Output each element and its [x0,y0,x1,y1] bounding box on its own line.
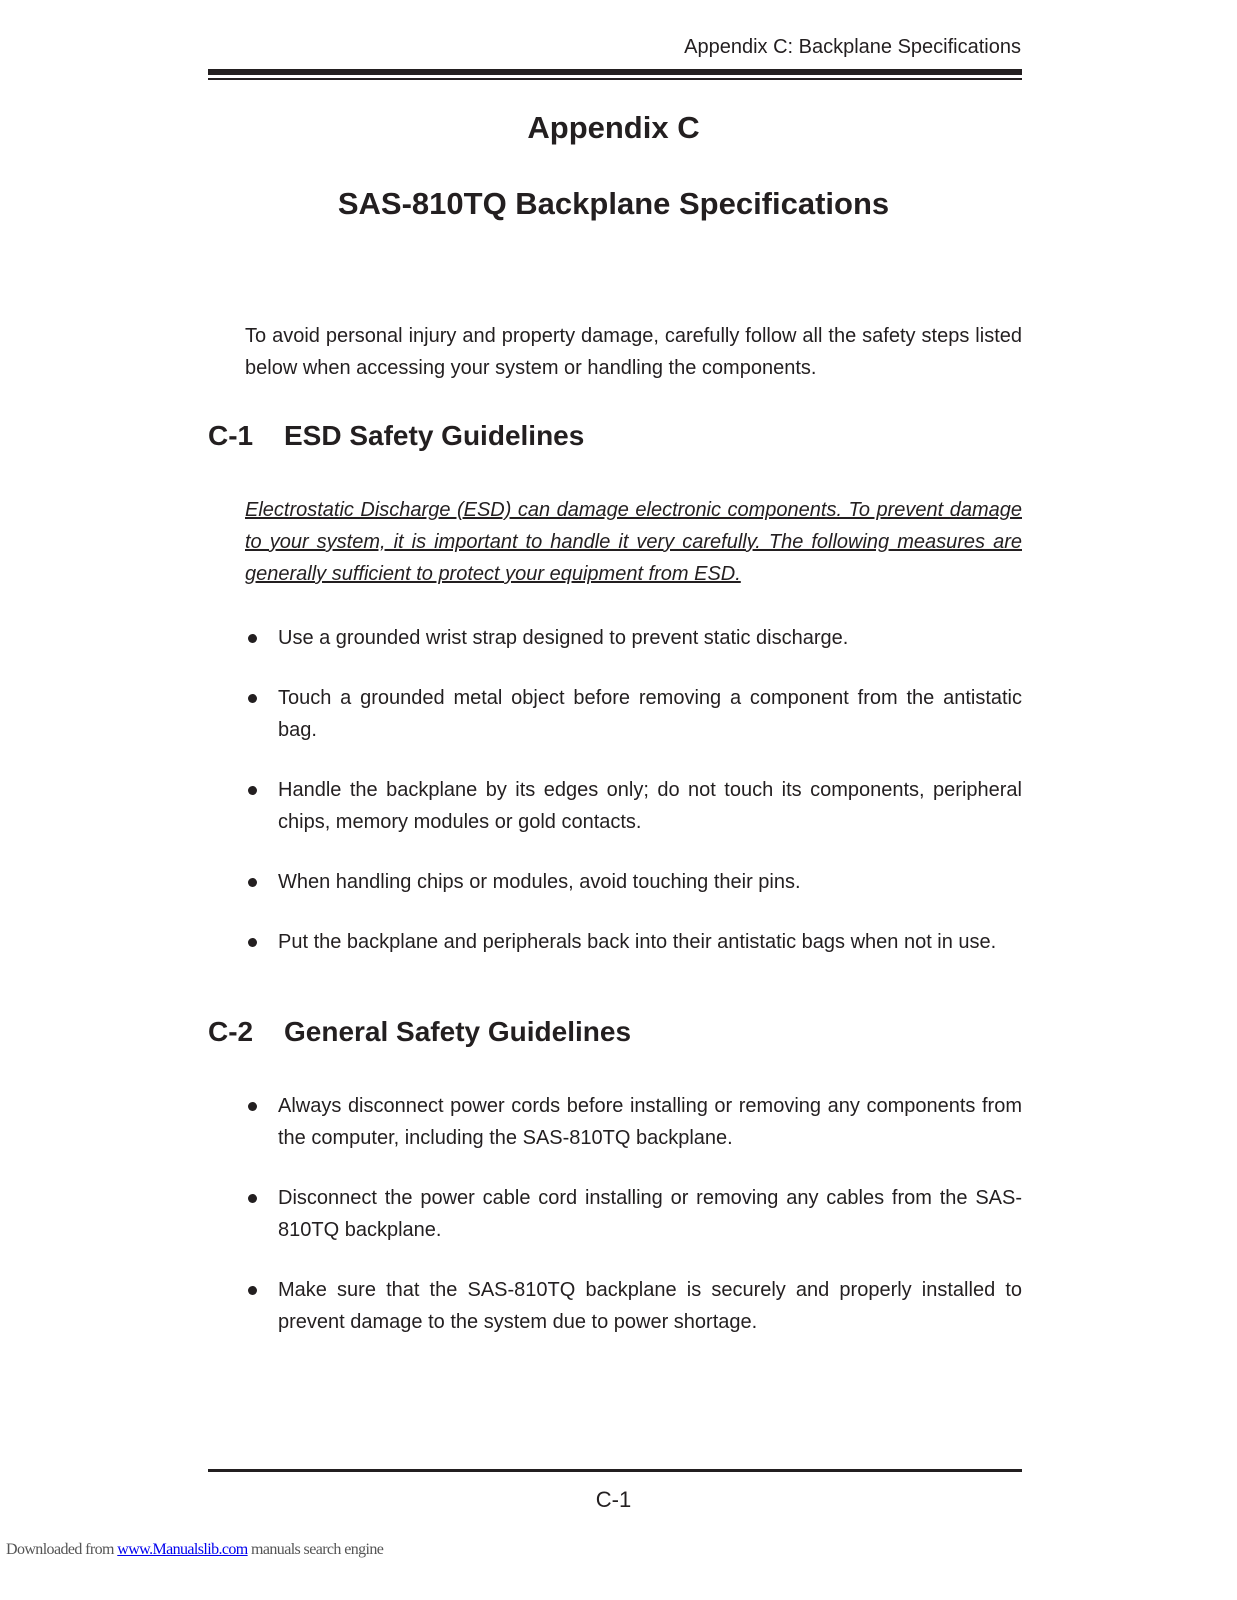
list-item [245,866,1022,898]
list-item [245,1090,1022,1154]
bullet-text: Put the backplane and peripherals back into their antistatic bags when not in use. [278,931,997,953]
bullet-text: Always disconnect power cords before installing or removing any components from the computer, including the SAS-810TQ backplane. [278,1095,1022,1149]
esd-bullet-list [245,622,1022,958]
intro-paragraph: To avoid personal injury and property damage, carefully follow all the safety steps listed below when accessing your system or handling the components. [245,325,1022,379]
general-bullet-list [245,1090,1022,1338]
bullet-text: Use a grounded wrist strap designed to prevent static discharge. [278,627,849,649]
list-item [245,682,1022,746]
bullet-icon [248,938,257,947]
list-item [245,622,1022,654]
bullet-icon [248,786,257,795]
header-rule-thin [208,78,1022,80]
download-prefix: Downloaded from [6,1541,118,1558]
bullet-icon [248,1102,257,1111]
manualslib-link[interactable]: www.Manualslib.com [117,1541,248,1558]
esd-notice: Electrostatic Discharge (ESD) can damage electronic components. To prevent damage to your system, it is important to handle it very carefully. The following measures are generally sufficient to protect your equipment from ESD. [245,499,1022,585]
section-number: C-2 [208,1016,254,1047]
bullet-text: When handling chips or modules, avoid touching their pins. [278,871,801,893]
section-title: General Safety Guidelines [284,1016,632,1047]
bullet-icon [248,878,257,887]
running-header: Appendix C: Backplane Specifications [684,36,1021,58]
page-number: C-1 [595,1487,632,1512]
list-item [245,1274,1022,1338]
bullet-icon [248,1194,257,1203]
bullet-text: Make sure that the SAS-810TQ backplane is securely and properly installed to prevent damage to the system due to power shortage. [278,1279,1022,1333]
footer-rule [208,1469,1022,1472]
appendix-title: Appendix C [527,110,700,145]
bullet-icon [248,634,257,643]
bullet-text: Touch a grounded metal object before removing a component from the antistatic bag. [278,687,1022,741]
list-item [245,1182,1022,1246]
bullet-icon [248,1286,257,1295]
list-item [245,774,1022,838]
download-suffix: manuals search engine [247,1541,384,1558]
list-item [245,926,1022,958]
bullet-icon [248,694,257,703]
document-title: SAS-810TQ Backplane Specifications [337,186,890,221]
section-number: C-1 [208,420,254,451]
header-rule-thick [208,69,1022,75]
section-title: ESD Safety Guidelines [284,420,585,451]
bullet-text: Disconnect the power cable cord installing or removing any cables from the SAS-810TQ backplane. [278,1187,1022,1241]
section-heading-c1 [208,420,584,452]
bullet-text: Handle the backplane by its edges only; do not touch its components, peripheral chips, memory modules or gold contacts. [278,779,1022,833]
section-heading-c2 [208,1016,631,1048]
download-note [6,1541,383,1559]
